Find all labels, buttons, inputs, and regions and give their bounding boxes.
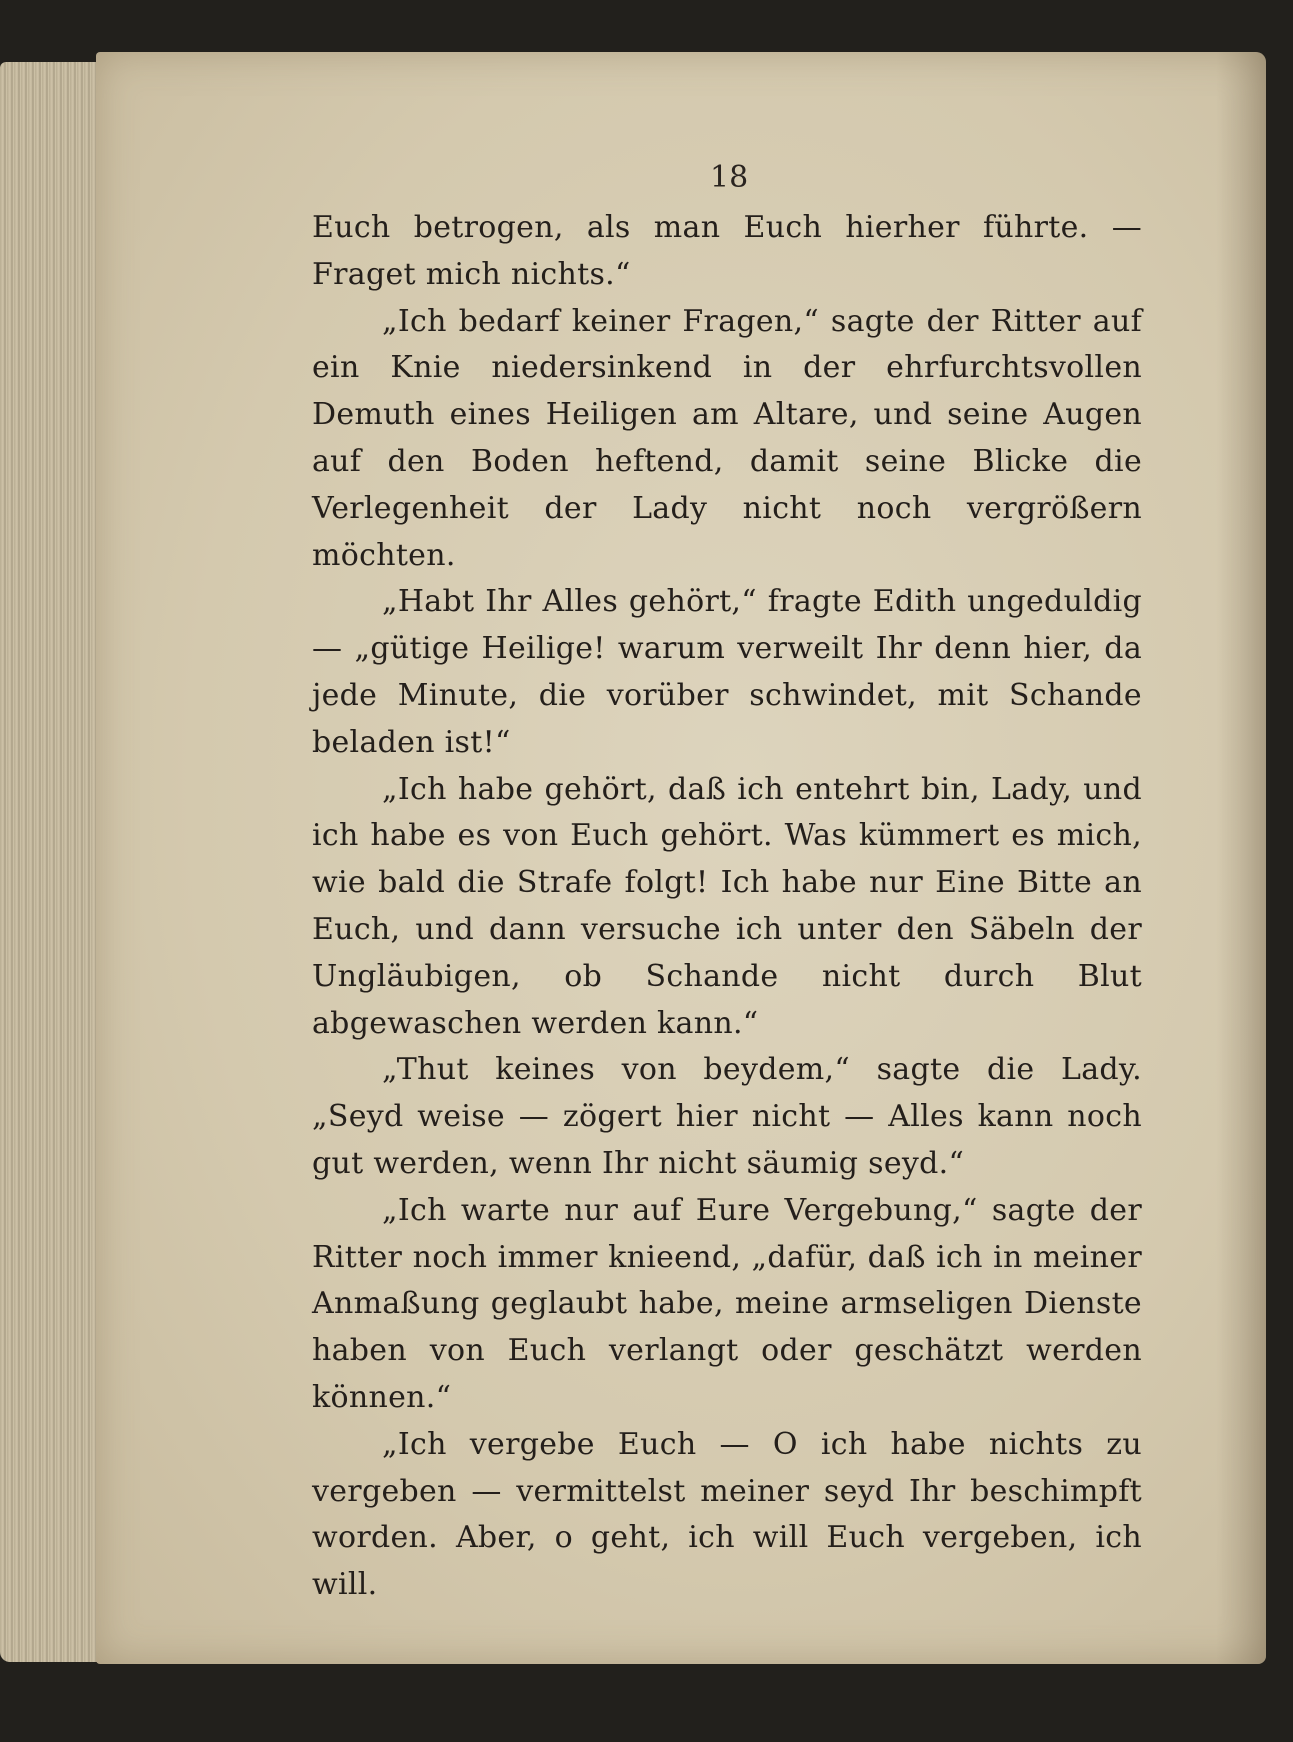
paragraph: „Ich bedarf keiner Fragen,“ sagte der Ritter auf ein Knie niedersinkend in der ehrfurchtsvollen Demuth eines Heiligen am Altare, und seine Augen auf den Boden heftend, damit seine Blicke die Verlegenheit der Lady nicht noch vergrößern möchten. — [312, 303, 1142, 573]
page-gutter-shadow — [1216, 52, 1266, 1664]
paragraph: Euch betrogen, als man Euch hierher führte. — Fraget mich nichts.“ — [312, 210, 1142, 292]
paragraph: „Habt Ihr Alles gehört,“ fragte Edith ungeduldig — „gütige Heilige! warum verweilt Ihr denn hier, da jede Minute, die vorüber schwindet, mit Schande beladen ist!“ — [312, 584, 1142, 760]
paragraph: „Ich warte nur auf Eure Vergebung,“ sagte der Ritter noch immer knieend, „dafür, daß ich in meiner Anmaßung geglaubt habe, meine armseligen Dienste haben von Euch verlangt oder geschätzt werden können.“ — [312, 1192, 1142, 1415]
paragraph: „Ich vergebe Euch — O ich habe nichts zu vergeben — vermittelst meiner seyd Ihr beschimpft worden. Aber, o geht, ich will Euch vergeben, ich will. — [312, 1426, 1142, 1603]
page-text — [312, 205, 1142, 1609]
paragraph: „Thut keines von beydem,“ sagte die Lady. „Seyd weise — zögert hier nicht — Alles kann noch gut werden, wenn Ihr nicht säumig seyd.“ — [312, 1052, 1142, 1181]
page-number: 18 — [710, 160, 749, 195]
paragraph: „Ich habe gehört, daß ich entehrt bin, Lady, und ich habe es von Euch gehört. Was kümmert es mich, wie bald die Strafe folgt! Ich habe nur Eine Bitte an Euch, und dann versuche ich unter den Säbeln der Ungläubigen, ob Schande nicht durch Blut abgewaschen werden kann.“ — [312, 771, 1142, 1041]
